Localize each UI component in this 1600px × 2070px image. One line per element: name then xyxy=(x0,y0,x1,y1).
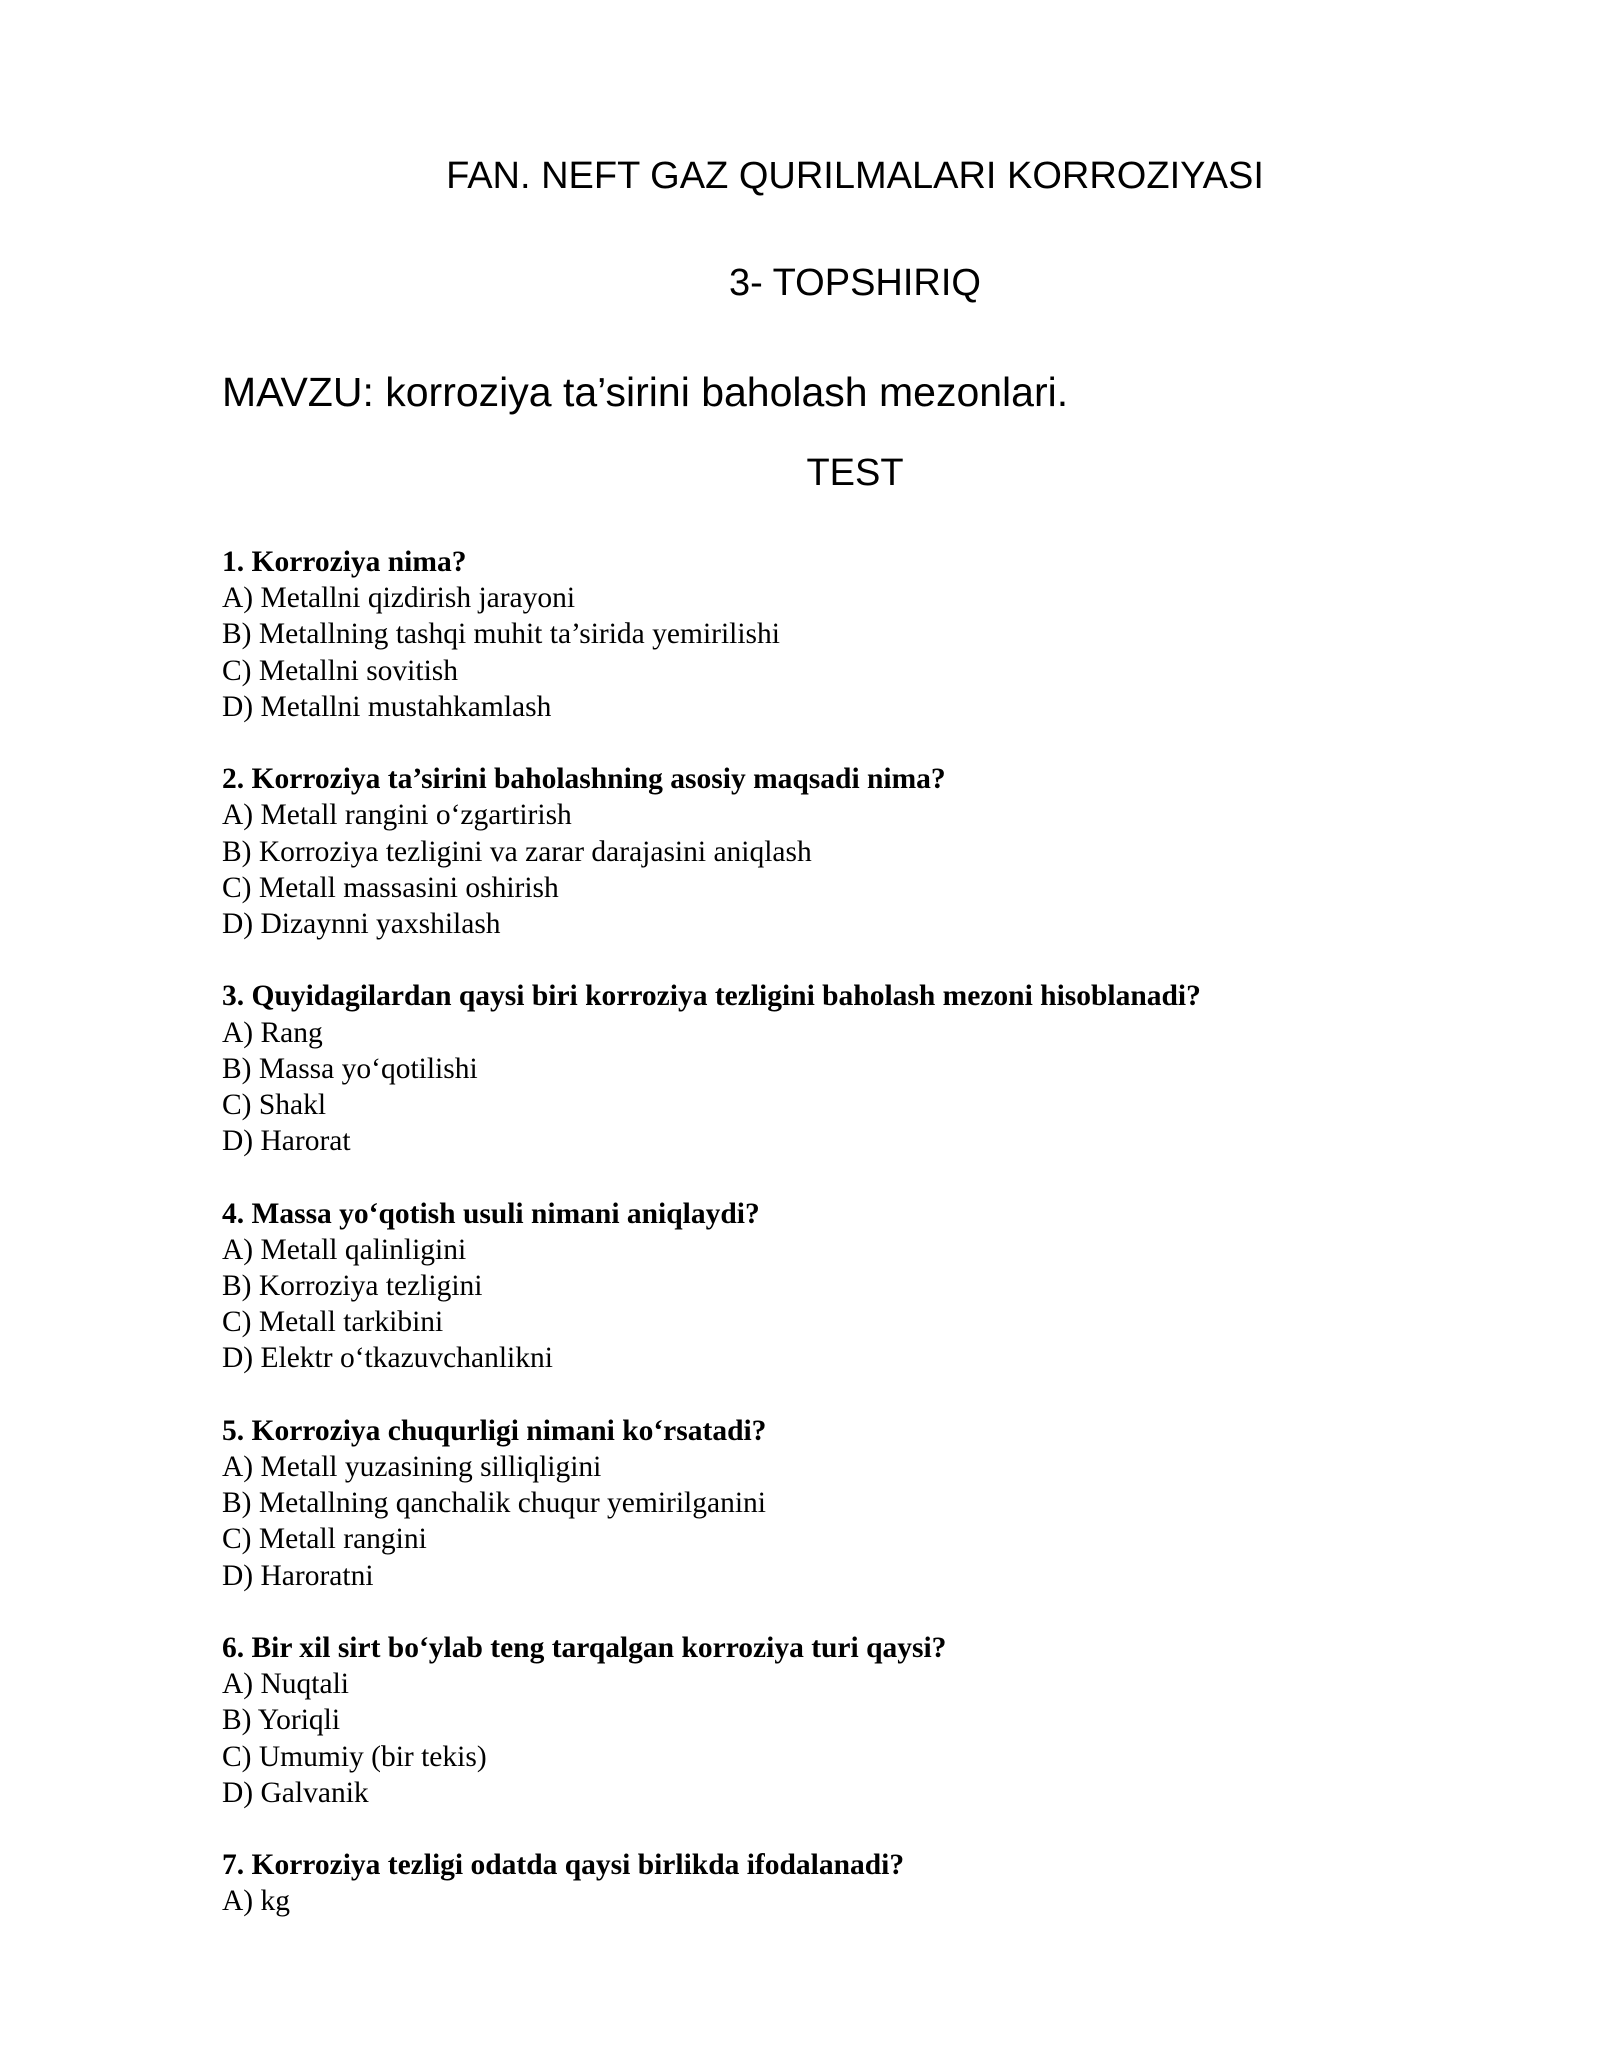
answer-option-a: A) kg xyxy=(222,1885,291,1918)
question-text: 2. Korroziya ta’sirini baholashning asosiy maqsadi nima? xyxy=(222,763,946,796)
question-text: 3. Quyidagilardan qaysi biri korroziya tezligini baholash mezoni hisoblanadi? xyxy=(222,980,1201,1013)
question-list xyxy=(222,544,1422,1956)
answer-option-b: B) Metallning qanchalik chuqur yemirilganini xyxy=(222,1487,766,1520)
question-text: 7. Korroziya tezligi odatda qaysi birlikda ifodalanadi? xyxy=(222,1849,905,1882)
question-3 xyxy=(222,978,1422,1159)
question-text: 4. Massa yo‘qotish usuli nimani aniqlaydi? xyxy=(222,1197,760,1230)
question-5 xyxy=(222,1413,1422,1594)
answer-option-a: A) Metall qalinligini xyxy=(222,1233,467,1266)
answer-option-b: B) Yoriqli xyxy=(222,1704,341,1737)
question-6 xyxy=(222,1630,1422,1811)
answer-option-b: B) Korroziya tezligini va zarar darajasini aniqlash xyxy=(222,835,812,868)
test-heading: TEST xyxy=(806,452,904,494)
subject-title: FAN. NEFT GAZ QURILMALARI KORROZIYASI xyxy=(446,155,1264,197)
answer-option-d: D) Dizaynni yaxshilash xyxy=(222,908,501,941)
answer-option-d: D) Galvanik xyxy=(222,1776,369,1809)
question-text: 6. Bir xil sirt bo‘ylab teng tarqalgan korroziya turi qaysi? xyxy=(222,1632,947,1665)
answer-option-d: D) Metallni mustahkamlash xyxy=(222,690,552,723)
question-2 xyxy=(222,761,1422,942)
question-text: 1. Korroziya nima? xyxy=(222,546,467,578)
assignment-title: 3- TOPSHIRIQ xyxy=(729,262,981,304)
answer-option-c: C) Umumiy (bir tekis) xyxy=(222,1740,487,1773)
answer-option-d: D) Elektr o‘tkazuvchanlikni xyxy=(222,1342,553,1375)
answer-option-a: A) Metallni qizdirish jarayoni xyxy=(222,582,576,615)
topic-heading: MAVZU: korroziya ta’sirini baholash mezonlari. xyxy=(222,369,1069,415)
answer-option-d: D) Haroratni xyxy=(222,1559,374,1592)
answer-option-d: D) Harorat xyxy=(222,1125,351,1158)
answer-option-c: C) Metall tarkibini xyxy=(222,1306,444,1339)
answer-option-b: B) Metallning tashqi muhit ta’sirida yemirilishi xyxy=(222,618,780,651)
answer-option-b: B) Korroziya tezligini xyxy=(222,1270,483,1303)
question-text: 5. Korroziya chuqurligi nimani ko‘rsatadi? xyxy=(222,1414,767,1447)
answer-option-c: C) Metallni sovitish xyxy=(222,654,458,687)
question-7 xyxy=(222,1847,1422,1919)
answer-option-a: A) Metall yuzasining silliqligini xyxy=(222,1451,602,1484)
answer-option-c: C) Metall rangini xyxy=(222,1523,427,1556)
answer-option-c: C) Shakl xyxy=(222,1089,327,1122)
question-4 xyxy=(222,1196,1422,1377)
question-1 xyxy=(222,544,1422,725)
answer-option-a: A) Nuqtali xyxy=(222,1668,349,1701)
answer-option-c: C) Metall massasini oshirish xyxy=(222,871,559,904)
answer-option-b: B) Massa yo‘qotilishi xyxy=(222,1052,478,1085)
answer-option-a: A) Rang xyxy=(222,1016,323,1049)
answer-option-a: A) Metall rangini o‘zgartirish xyxy=(222,799,572,832)
